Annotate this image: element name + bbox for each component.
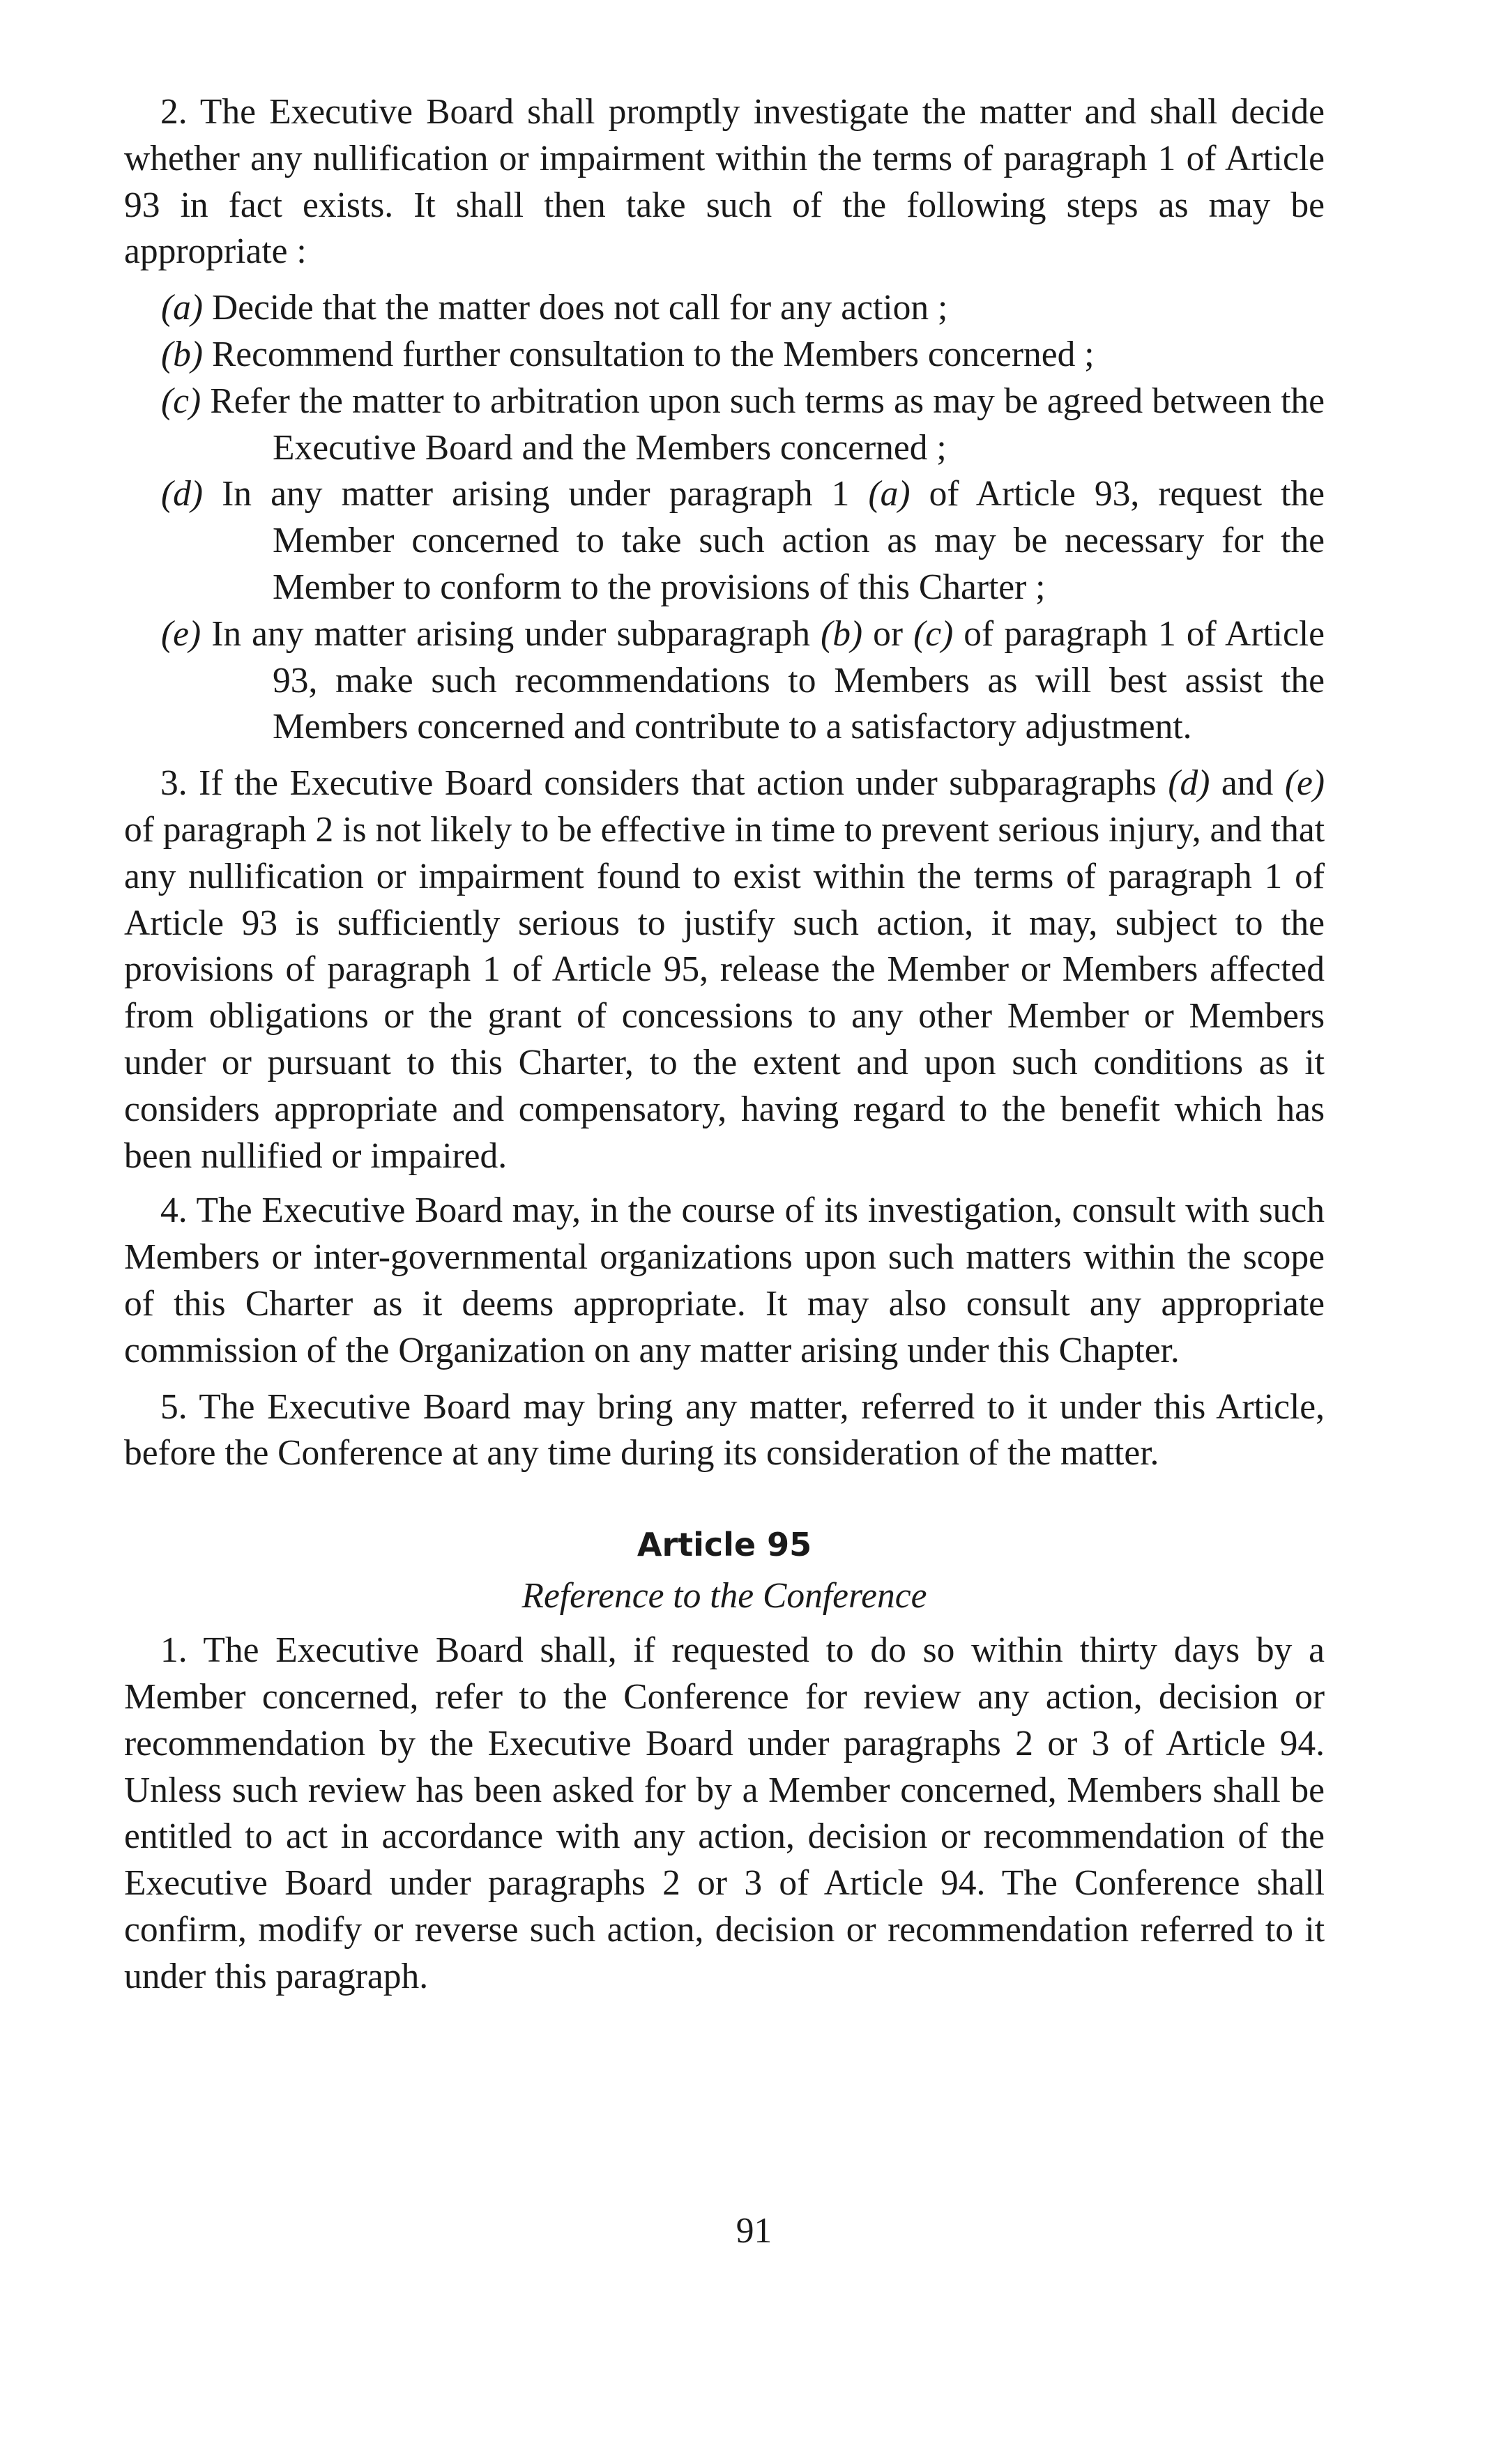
list-text-d-after: of Article 93, request the Member concerned to take such action as may be necessary for the Member to conform to the provisions of this Charter ; (273, 474, 1325, 607)
list-item-d (124, 471, 1325, 611)
list-ref-d-a: (a) (868, 474, 911, 514)
list-item-a (124, 285, 1325, 332)
paragraph-2-steps-list (124, 285, 1325, 751)
paragraph-3-ref-d: (d) (1168, 763, 1210, 804)
list-text-d-before: In any matter arising under paragraph 1 (222, 474, 869, 514)
list-text-b: Recommend further consultation to the Members concerned ; (211, 334, 1095, 374)
list-text-e-before: In any matter arising under subparagraph (211, 613, 821, 654)
list-text-a: Decide that the matter does not call for any action ; (211, 288, 948, 328)
page-body (124, 89, 1325, 2000)
paragraph-3-after: of paragraph 2 is not likely to be effective in time to prevent serious injury, and that any nullification or impairment found to exist within the terms of paragraph 1 of Article 93 is sufficiently serious to justify such action, it may, subject to the provisions of paragraph 1 of Article 95, release the Member or Members affected from obligations or the grant of concessions to any other Member or Members under or pursuant to this Charter, to the extent and upon such conditions as it considers appropriate and compensatory, having regard to the benefit which has been nullified or impaired. (124, 809, 1325, 1176)
article-95-subtitle: Reference to the Conference (521, 1576, 927, 1616)
paragraph-3 (124, 760, 1325, 1179)
paragraph-4: 4. The Executive Board may, in the course of its investigation, consult with such Members or inter-governmental organizations upon such matters within the scope of this Charter as it deems appropriate. It may also consult any appropriate commission of the Organization on any matter arising under this Chapter. (124, 1191, 1325, 1370)
article-95-heading: Article 95 (637, 1526, 812, 1564)
list-ref-e-b: (b) (821, 613, 863, 654)
list-label-c: (c) (161, 381, 201, 421)
paragraph-5: 5. The Executive Board may bring any matter, referred to it under this Article, before the Conference at any time during its consideration of the matter. (124, 1386, 1325, 1474)
list-text-c: Refer the matter to arbitration upon such terms as may be agreed between the Executive Board and the Members concerned ; (210, 381, 1325, 468)
list-text-e-after: of paragraph 1 of Article 93, make such recommendations to Members as will best assist the Members concerned and contribute to a satisfactory adjustment. (273, 613, 1325, 747)
list-item-c (124, 378, 1325, 472)
list-text-e-mid: or (862, 613, 914, 654)
list-item-b (124, 332, 1325, 378)
page-number: 91 (736, 2211, 772, 2251)
list-label-d: (d) (161, 474, 204, 514)
paragraph-3-before: 3. If the Executive Board considers that action under subparagraphs (160, 763, 1168, 804)
list-ref-e-c: (c) (913, 613, 954, 654)
article-95-paragraph-1: 1. The Executive Board shall, if requested to do so within thirty days by a Member concerned, refer to the Conference for review any action, decision or recommendation by the Executive Board under paragraphs 2 or 3 of Article 94. Unless such review has been asked for by a Member concerned, Members shall be entitled to act in accordance with any action, decision or recommendation of the Executive Board under paragraphs 2 or 3 of Article 94. The Conference shall confirm, modify or reverse such action, decision or recommendation referred to it under this paragraph. (124, 1630, 1325, 1996)
paragraph-3-ref-e: (e) (1284, 763, 1325, 804)
list-label-b: (b) (161, 334, 204, 374)
list-item-e (124, 611, 1325, 751)
paragraph-3-mid: and (1210, 763, 1285, 804)
list-label-a: (a) (161, 288, 204, 328)
list-label-e: (e) (161, 613, 201, 654)
paragraph-2-intro: 2. The Executive Board shall promptly investigate the matter and shall decide whether any nullification or impairment within the terms of paragraph 1 of Article 93 in fact exists. It shall then take such of the following steps as may be appropriate : (124, 92, 1325, 272)
